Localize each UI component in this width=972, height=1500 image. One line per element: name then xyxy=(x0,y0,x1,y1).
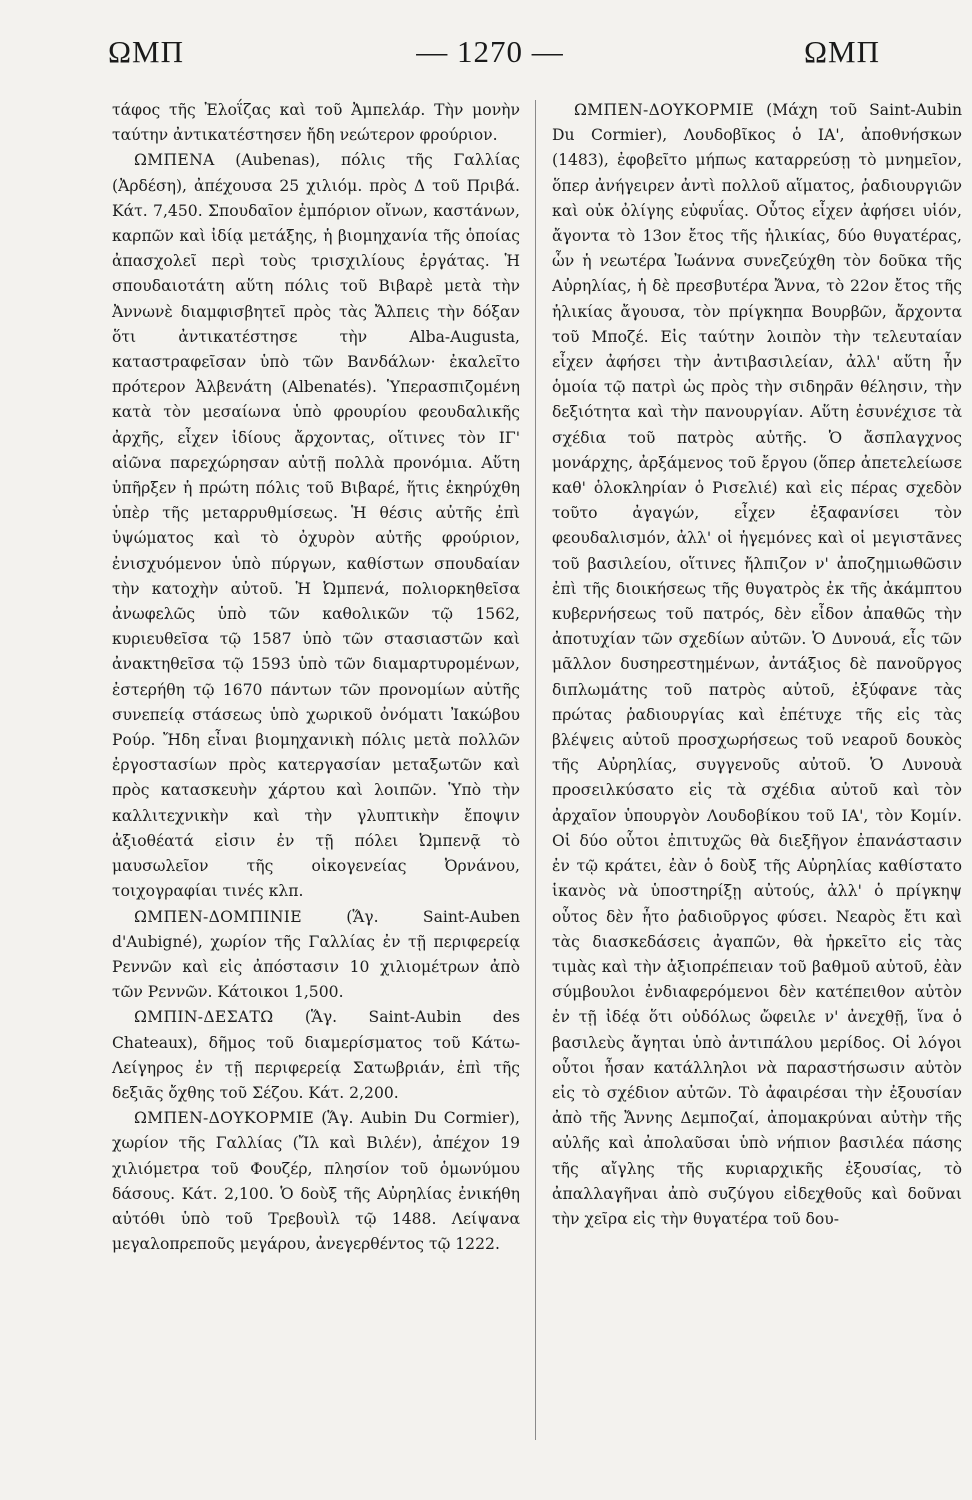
entry-battle-saint-aubin-du-cormier xyxy=(552,98,962,1232)
entry-saint-aubin-des-chateaux xyxy=(112,1005,520,1106)
entry-headword: ΩΜΠΕΝ-ΔΟΥΚΟΡΜΙΕ xyxy=(134,1109,315,1128)
entry-headword: ΩΜΠΕΝ-ΔΟΥΚΟΡΜΙΕ xyxy=(574,101,755,119)
header-left-guide-word: ΩΜΠ xyxy=(108,34,184,69)
entry-text: (Aubenas), πόλις τῆς Γαλλίας (Ἀρδέση), ἀπέχουσα 25 χιλιόμ. πρὸς Δ τοῦ Πριβά. Κάτ. 7,450. Σπουδαῖον ἐμπόριον οἴνων, καστάνων, καρπῶν καὶ ἰδίᾳ μετάξης, ἡ βιομηχανία τῆς ὁποίας ἀπασχολεῖ περὶ τοὺς τρισχιλίους ἐργάτας. Ἡ σπουδαιοτάτη αὕτη πόλις τοῦ Βιβαρὲ μετὰ τὴν Ἀννωνὲ διαμφισβητεῖ πρὸς τὰς Ἄλπεις τὴν δόξαν ὅτι ἀντικατέστησε τὴν Alba-Augusta, καταστραφεῖσαν ὑπὸ τῶν Βανδάλων· ἐκαλεῖτο πρότερον Ἀλβενάτη (Albenatés). Ὑπερασπιζομένη κατὰ τὸν μεσαίωνα ὑπὸ φρουρίου φεουδαλικῆς ἀρχῆς, εἶχεν ἰδίους ἄρχοντας, οἵτινες τὸν ΙΓ' αἰῶνα παρεχώρησαν αὐτῇ πολλὰ προνόμια. Αὕτη ὑπῆρξεν ἡ πρώτη πόλις τοῦ Βιβαρέ, ἥτις ἐκηρύχθη ὑπὲρ τῆς μεταρρυθμίσεως. Ἡ θέσις αὐτῆς ἐπὶ ὑψώματος καὶ τὸ ὀχυρὸν αὐτῆς φρούριον, ἐνισχυόμενον ὑπὸ πύργων, καθίστων σπουδαίαν τὴν κατοχὴν αὐτοῦ. Ἡ Ὠμπενά, πολιορκηθεῖσα ἀνωφελῶς ὑπὸ τῶν καθολικῶν τῷ 1562, κυριευθεῖσα τῷ 1587 ὑπὸ τῶν στασιαστῶν καὶ ἀνακτηθεῖσα τῷ 1593 ὑπὸ τῶν διαμαρτυρομένων, ἐστερήθη τῷ 1670 πάντων τῶν προνομίων αὐτῆς συνεπείᾳ στάσεως ὑπὸ χωρικοῦ ὀνόματι Ἰακώβου Ρούρ. Ἤδη εἶναι βιομηχανικὴ πόλις μετὰ πολλῶν ἐργοστασίων πρὸς κατεργασίαν μεταξωτῶν καὶ πρὸς κατασκευὴν χάρτου καὶ λοιπῶν. Ὑπὸ τὴν καλλιτεχνικὴν καὶ τὴν γλυπτικὴν ἔποψιν ἀξιοθέατά εἰσιν ἐν τῇ πόλει Ὠμπενᾷ τὸ μαυσωλεῖον τῆς οἰκογενείας Ὀρνάνου, τοιχογραφίαι τινές κλπ. xyxy=(112,151,520,901)
entry-saint-aubin-du-cormier xyxy=(112,1106,520,1257)
page-number: — 1270 — xyxy=(416,34,564,69)
entry-text: (Ἅγ. Saint-Auben d'Aubigné), χωρίον τῆς Γαλλίας ἐν τῇ περιφερείᾳ Ρεννῶν καὶ εἰς ἀπόστασιν 10 χιλιομέτρων ἀπὸ τῶν Ρεννῶν. Κάτοικοι 1,500. xyxy=(112,907,520,1002)
left-column xyxy=(112,98,520,1257)
paragraph-text: τάφος τῆς Ἐλοΐζας καὶ τοῦ Ἀμπελάρ. Τὴν μονὴν ταύτην ἀντικατέστησεν ἤδη νεώτερον φρούριον. xyxy=(112,101,520,145)
entry-continuation xyxy=(112,98,520,148)
entry-headword: ΩΜΠΕΝ-ΔΟΜΠΙΝΙΕ xyxy=(134,907,302,926)
entry-headword: ΩΜΠΕΝΑ xyxy=(134,151,215,170)
running-header xyxy=(100,34,880,78)
header-right-guide-word: ΩΜΠ xyxy=(804,34,880,69)
right-column xyxy=(552,98,962,1232)
column-divider xyxy=(535,100,536,1440)
entry-saint-auben-daubigne xyxy=(112,905,520,1006)
entry-text: (Ἅγ. Saint-Aubin des Chateaux), δῆμος τοῦ διαμερίσματος τοῦ Κάτω-Λείγηρος ἐν τῇ περιφερείᾳ Σατωβριάν, ἐπὶ τῆς δεξιᾶς ὄχθης τοῦ Σέζου. Κάτ. 2,200. xyxy=(112,1008,520,1102)
entry-text: (Μάχη τοῦ Saint-Aubin Du Cormier), Λουδοβῖκος ὁ ΙΑ', ἀποθνήσκων (1483), ἐφοβεῖτο μήπως καταρρεύσῃ τὸ μνημεῖον, ὅπερ ἀνήγειρεν ἀντὶ πολλοῦ αἵματος, ῥαδιουργιῶν καὶ οὐκ ὀλίγης εὐφυΐας. Οὗτος εἶχεν ἀφήσει υἱόν, ἄγοντα τὸ 13ον ἔτος τῆς ἡλικίας, δύο θυγατέρας, ὧν ἡ νεωτέρα Ἰωάννα συνεζεύχθη τὸν δοῦκα τῆς Αὐρηλίας, ἡ δὲ πρεσβυτέρα Ἄννα, τὸ 22ον ἔτος τῆς ἡλικίας ἄγουσα, τὸν πρίγκηπα Βουρβῶν, ἄρχοντα τοῦ Μποζέ. Εἰς ταύτην λοιπὸν τὴν τελευταίαν εἶχεν ἀφήσει τὴν ἀντιβασιλείαν, ἀλλ' αὕτη ἦν ὁμοία τῷ πατρὶ ὡς πρὸς τὴν σιδηρᾶν θέλησιν, τὴν δεξιότητα καὶ τὴν πανουργίαν. Αὕτη ἐσυνέχισε τὰ σχέδια τοῦ πατρὸς αὐτῆς. Ὁ ἄσπλαγχνος μονάρχης, ἀρξάμενος τοῦ ἔργου (ὅπερ ἀπετελείωσε καθ' ὁλοκληρίαν ὁ Ρισελιέ) καὶ εἰς πέρας σχεδὸν τοῦτο ἀγαγών, εἶχεν ἐξαφανίσει τὸν φεουδαλισμόν, ἀλλ' οἱ ἡγεμόνες καὶ οἱ μεγιστᾶνες τοῦ βασιλείου, οἵτινες ἤλπιζον ν' ἀποζημιωθῶσιν ἐπὶ τῆς διοικήσεως τῆς θυγατρὸς ἐκ τῆς ἀκάμπτου κυβερνήσεως τοῦ πατρός, δὲν εἶδον ἀπαθῶς τὴν ἀποτυχίαν τῶν σχεδίων αὐτῶν. Ὁ Δυνουά, εἷς τῶν μᾶλλον δυσηρεστημένων, ἀντάξιος δὲ πανοῦργος διπλωμάτης τοῦ πατρὸς αὐτοῦ, ἐξύφανε τὰς πρώτας ῥαδιουργίας καὶ ἐπέτυχε τῆς εἰς τὰς βλέψεις αὐτοῦ προσχωρήσεως τοῦ νεαροῦ δουκὸς τῆς Αὐρηλίας, συγγενοῦς αὐτοῦ. Ὁ Λυνουὰ προσειλκύσατο εἰς τὰ σχέδια αὐτοῦ καὶ τὸν ἀρχαῖον ὑπουργὸν Λουδοβίκου τοῦ ΙΑ', τὸν Κομίν. Οἱ δύο οὗτοι ἐπιτυχῶς θὰ διεξῆγον ἐπανάστασιν ἐν τῷ κράτει, ἐὰν ὁ δοὺξ τῆς Αὐρηλίας καθίστατο ἱκανὸς νὰ ὑποστηρίξῃ αὐτούς, ἀλλ' ὁ πρίγκηψ οὗτος δὲν ἦτο ῥαδιοῦργος φύσει. Νεαρὸς ἔτι καὶ τὰς διασκεδάσεις ἀγαπῶν, θὰ ἠρκεῖτο εἰς τὰς τιμὰς καὶ τὴν ἀξιοπρέπειαν τοῦ βαθμοῦ αὐτοῦ, ἐὰν σύμβουλοι ἐνδιαφερόμενοι δὲν κατέπειθον αὐτὸν ἐν τῇ ἰδέᾳ ὅτι οὐδόλως ὤφειλε ν' ἀνεχθῇ, ἵνα ὁ βασιλεὺς ἄγηται ὑπὸ ἀντιπάλου μερίδος. Οἱ λόγοι οὗτοι ἦσαν κατάλληλοι νὰ παραστήσωσιν αὐτὸν εἰς τὸ σχέδιον αὐτῶν. Τὸ ἀφαιρέσαι τὴν ἐξουσίαν ἀπὸ τῆς Ἄννης Δεμποζαί, ἀπομακρύναι αὐτὴν τῆς αὐλῆς καὶ ἀπολαῦσαι ὑπὸ νήπιον βασιλέα πάσης τῆς αἴγλης τῆς κυριαρχικῆς ἐξουσίας, τὸ ἀπαλλαγῆναι ἀπὸ συζύγου εἰδεχθοῦς καὶ δοῦναι τὴν χεῖρα εἰς τὴν θυγατέρα τοῦ δου- xyxy=(552,101,962,1228)
entry-text: (Ἅγ. Aubin Du Cormier), χωρίον τῆς Γαλλίας (Ἴλ καὶ Βιλέν), ἀπέχον 19 χιλιόμετρα τοῦ Φουζέρ, πλησίον τοῦ ὁμωνύμου δάσους. Κάτ. 2,100. Ὁ δοὺξ τῆς Αὐρηλίας ἐνικήθη αὐτόθι ὑπὸ τοῦ Τρεβουὶλ τῷ 1488. Λείψανα μεγαλοπρεποῦς μεγάρου, ἀνεγερθέντος τῷ 1222. xyxy=(112,1109,520,1254)
entry-aubenas xyxy=(112,148,520,904)
entry-headword: ΩΜΠΙΝ-ΔΕΣΑΤΩ xyxy=(134,1008,274,1027)
